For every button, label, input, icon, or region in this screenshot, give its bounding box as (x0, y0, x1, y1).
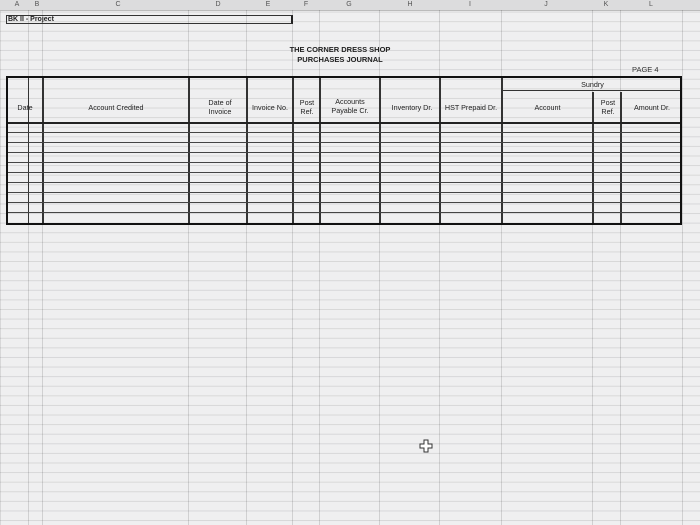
crosshair-cursor-icon (419, 439, 433, 453)
row-divider (8, 162, 680, 163)
header-sundry-account[interactable]: Account (534, 102, 561, 112)
header-invoice-no[interactable]: Invoice No. (252, 102, 288, 112)
header-sundry-amount[interactable]: Amount Dr. (634, 102, 670, 112)
column-letter-a[interactable]: A (14, 1, 20, 8)
column-letter-c[interactable]: C (115, 1, 121, 8)
column-letter-f[interactable]: F (303, 1, 309, 8)
column-letter-i[interactable]: I (469, 1, 471, 8)
column-header-bar[interactable] (0, 0, 700, 11)
page-number[interactable]: PAGE 4 (632, 65, 659, 74)
gridline (682, 10, 683, 525)
column-letter-b[interactable]: B (34, 1, 40, 8)
column-divider (592, 92, 594, 223)
column-letter-g[interactable]: G (346, 1, 352, 8)
column-letter-e[interactable]: E (265, 1, 271, 8)
row-divider (8, 142, 680, 143)
header-sundry-post-ref[interactable]: Post Ref. (600, 98, 616, 116)
column-letter-k[interactable]: K (603, 1, 609, 8)
header-hst-prepaid[interactable]: HST Prepaid Dr. (444, 102, 498, 112)
header-inventory[interactable]: Inventory Dr. (391, 102, 433, 112)
header-post-ref[interactable]: Post Ref. (299, 98, 315, 116)
header-sundry[interactable]: Sundry (581, 80, 604, 89)
row-divider (8, 182, 680, 183)
row-divider (8, 132, 680, 133)
column-divider (620, 92, 622, 223)
journal-title[interactable]: THE CORNER DRESS SHOP (289, 45, 391, 54)
column-letter-d[interactable]: D (215, 1, 221, 8)
header-date-of-invoice[interactable]: Date of Invoice (208, 98, 232, 116)
row-divider (8, 192, 680, 193)
row-divider (8, 212, 680, 213)
row-divider (8, 202, 680, 203)
column-letter-l[interactable]: L (649, 1, 653, 8)
header-divider (8, 122, 680, 124)
row-divider (8, 152, 680, 153)
column-letter-h[interactable]: H (407, 1, 413, 8)
header-accounts-payable[interactable]: Accounts Payable Cr. (331, 97, 369, 115)
journal-subtitle[interactable]: PURCHASES JOURNAL (297, 55, 383, 64)
column-letter-j[interactable]: J (544, 1, 548, 8)
sundry-header-divider (501, 90, 680, 91)
header-account-credited[interactable]: Account Credited (88, 102, 144, 112)
row-divider (8, 172, 680, 173)
purchases-journal-table[interactable] (6, 76, 682, 225)
header-date[interactable]: Date (17, 102, 33, 112)
cell-a1[interactable]: BK II - Project (6, 15, 293, 24)
